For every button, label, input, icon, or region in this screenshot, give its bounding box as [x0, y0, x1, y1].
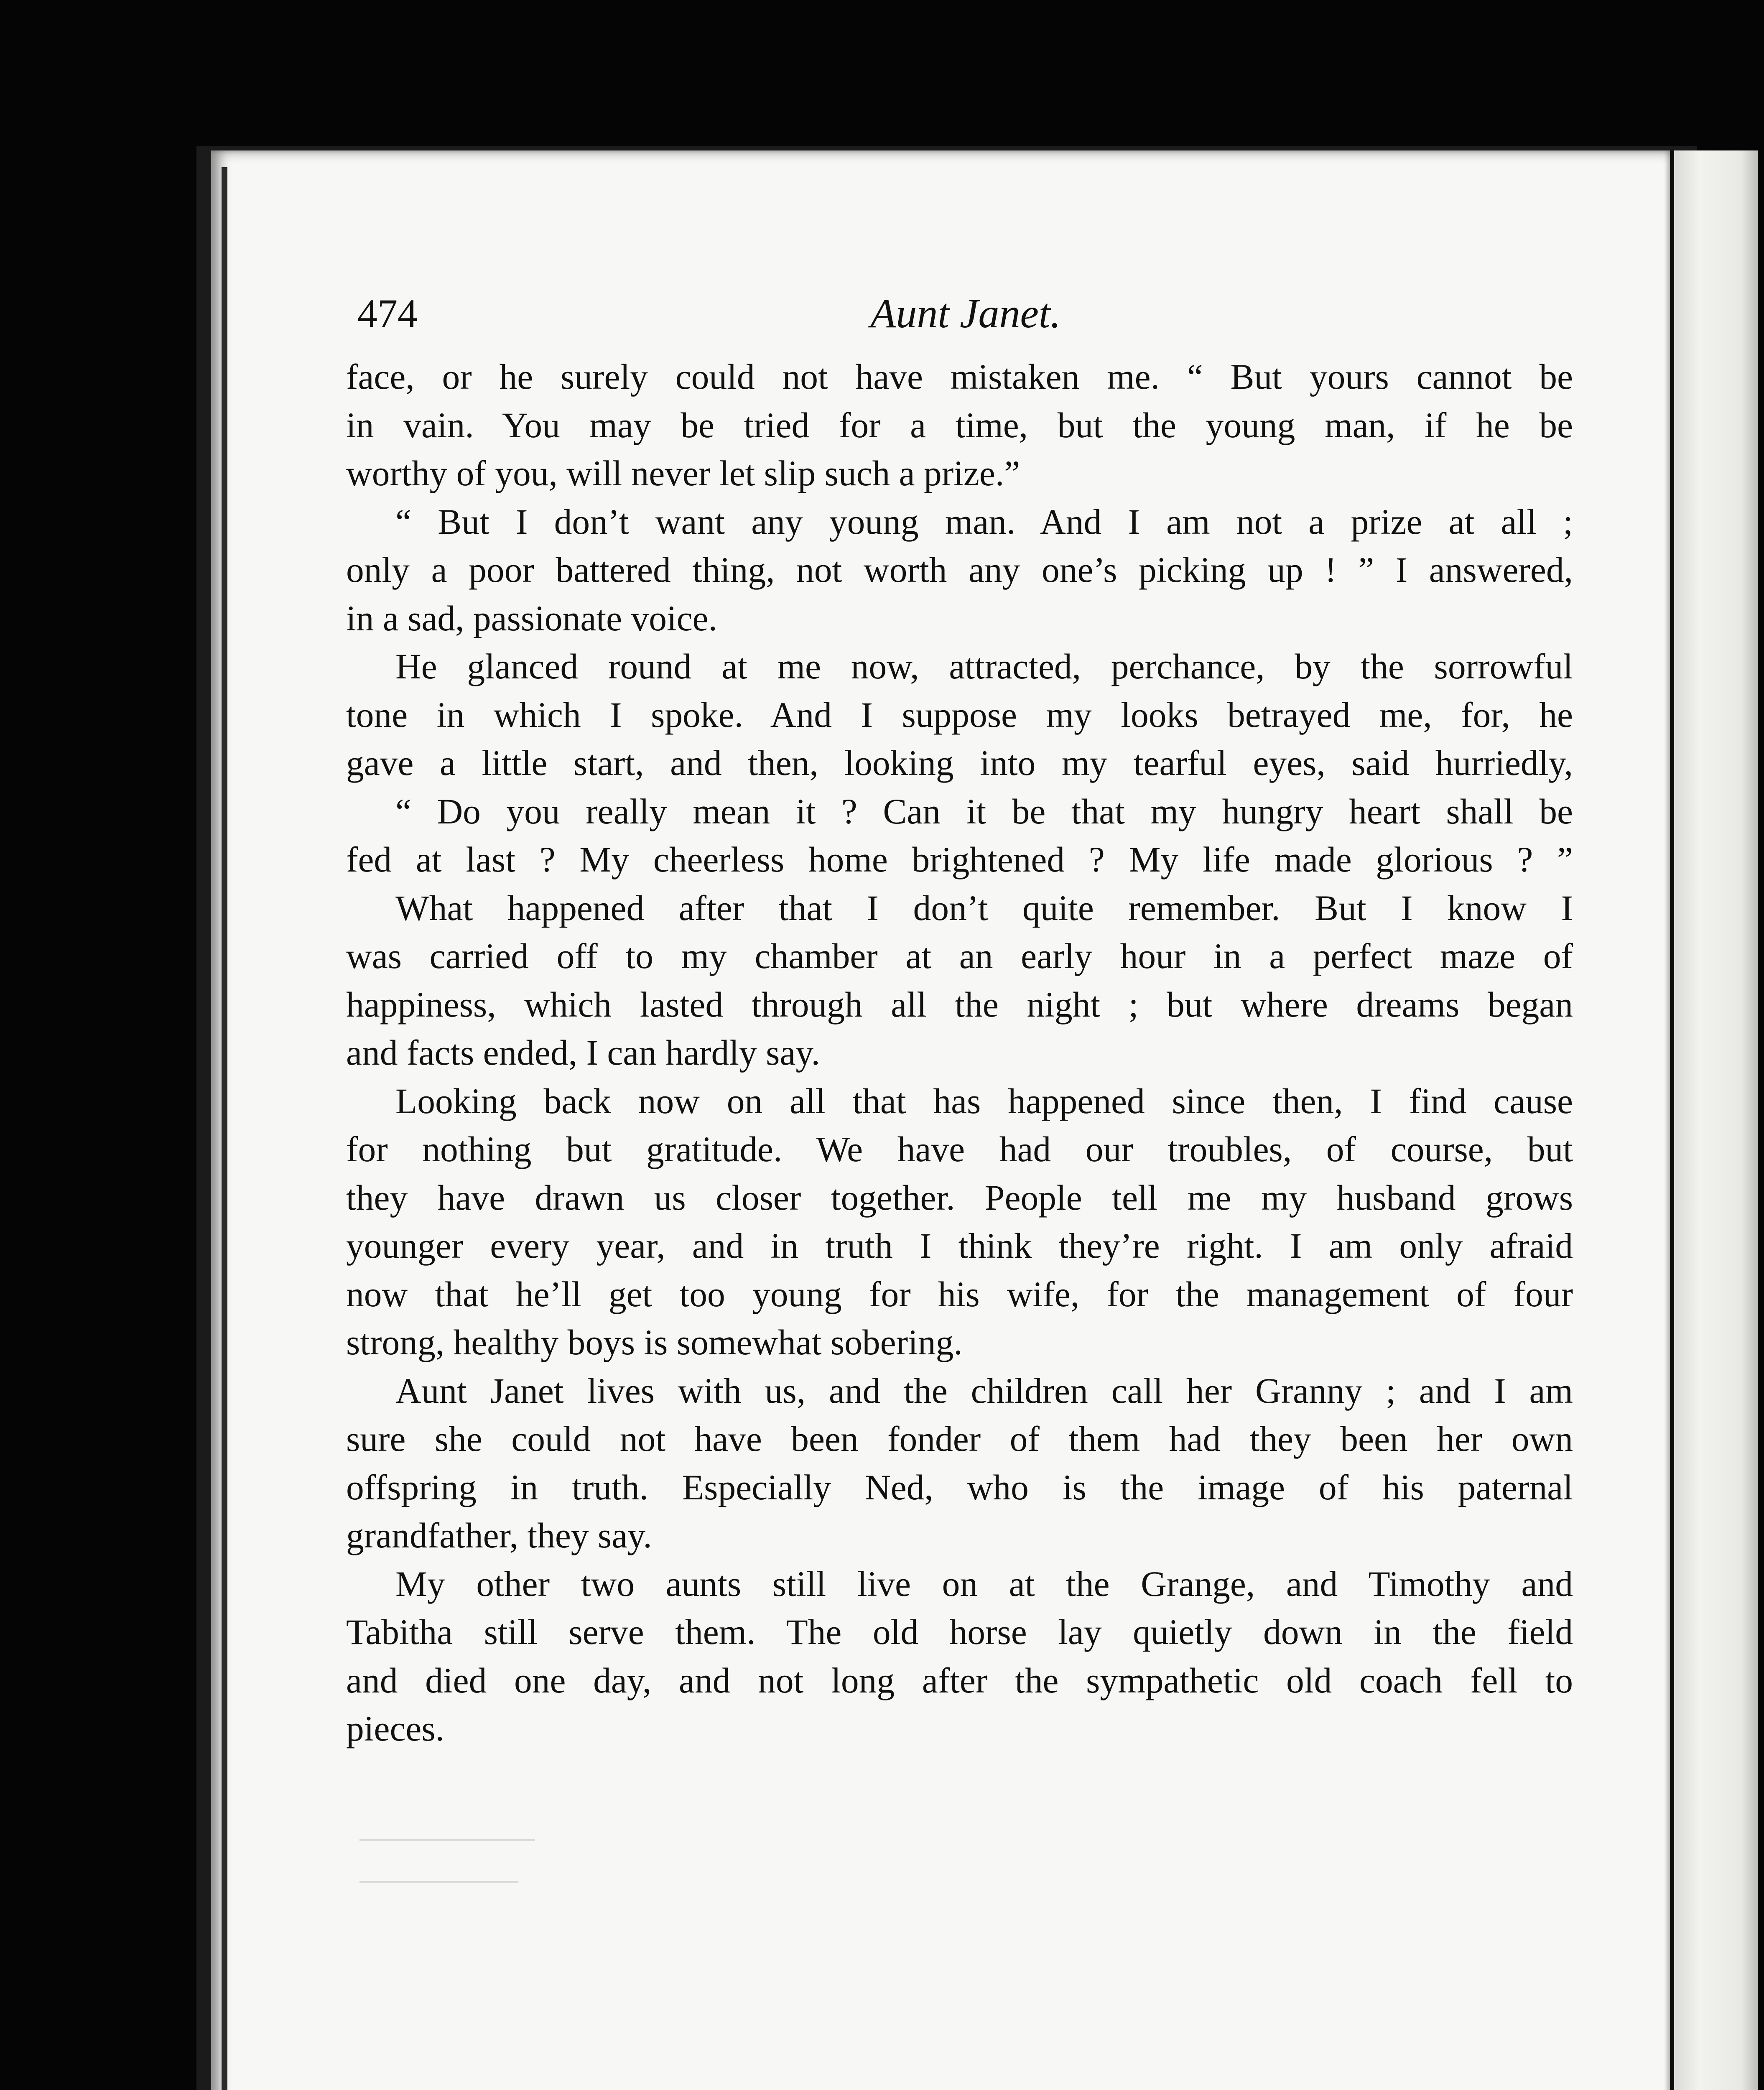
- text-line: fed at last ? My cheerless home brightened ? My life made glorious ? ”: [346, 840, 1573, 879]
- text-line: grandfather, they say.: [346, 1516, 652, 1555]
- text-line: now that he’ll get too young for his wife, for the management of four: [346, 1274, 1573, 1314]
- text-line: tone in which I spoke. And I suppose my looks betrayed me, for, he: [346, 695, 1573, 735]
- text-line: and facts ended, I can hardly say.: [346, 1033, 820, 1073]
- text-line: strong, healthy boys is somewhat sobering.: [346, 1323, 963, 1362]
- text-line: face, or he surely could not have mistaken me. “ But yours cannot be: [346, 357, 1573, 397]
- page-number: 474: [357, 291, 418, 336]
- text-line: “ Do you really mean it ? Can it be that my hungry heart shall be: [395, 792, 1573, 831]
- running-head: [357, 288, 1574, 339]
- text-line: in a sad, passionate voice.: [346, 599, 717, 638]
- text-line: happiness, which lasted through all the night ; but where dreams began: [346, 985, 1573, 1025]
- text-line: Looking back now on all that has happened since then, I find cause: [395, 1081, 1573, 1121]
- show-through-line: [359, 1881, 518, 1883]
- text-line: younger every year, and in truth I think they’re right. I am only afraid: [346, 1226, 1573, 1266]
- text-line: pieces.: [346, 1709, 444, 1748]
- text-line: What happened after that I don’t quite remember. But I know I: [395, 888, 1573, 928]
- page-gutter-edge: [222, 167, 227, 2090]
- text-line: gave a little start, and then, looking into my tearful eyes, said hurriedly,: [346, 744, 1573, 783]
- text-line: Tabitha still serve them. The old horse lay quietly down in the field: [346, 1613, 1573, 1652]
- text-line: sure she could not have been fonder of them had they been her own: [346, 1420, 1573, 1459]
- text-line: they have drawn us closer together. People tell me my husband grows: [346, 1178, 1573, 1218]
- text-line: My other two aunts still live on at the Grange, and Timothy and: [395, 1564, 1573, 1604]
- text-line: worthy of you, will never let slip such a prize.”: [346, 454, 1020, 493]
- text-line: for nothing but gratitude. We have had our troubles, of course, but: [346, 1130, 1573, 1169]
- text-line: only a poor battered thing, not worth any one’s picking up ! ” I answered,: [346, 551, 1573, 590]
- text-line: offspring in truth. Especially Ned, who is the image of his paternal: [346, 1468, 1573, 1507]
- text-line: and died one day, and not long after the sympathetic old coach fell to: [346, 1661, 1573, 1700]
- text-line: “ But I don’t want any young man. And I am not a prize at all ;: [395, 502, 1573, 542]
- text-line: was carried off to my chamber at an early hour in a perfect maze of: [346, 937, 1573, 976]
- text-line: in vain. You may be tried for a time, but the young man, if he be: [346, 405, 1573, 445]
- text-line: Aunt Janet lives with us, and the children call her Granny ; and I am: [395, 1371, 1573, 1411]
- adjacent-page-edge: [1674, 150, 1758, 2090]
- body-text: [346, 353, 1573, 1754]
- show-through-line: [359, 1839, 535, 1841]
- running-title: Aunt Janet.: [870, 290, 1061, 336]
- text-line: He glanced round at me now, attracted, perchance, by the sorrowful: [395, 647, 1573, 686]
